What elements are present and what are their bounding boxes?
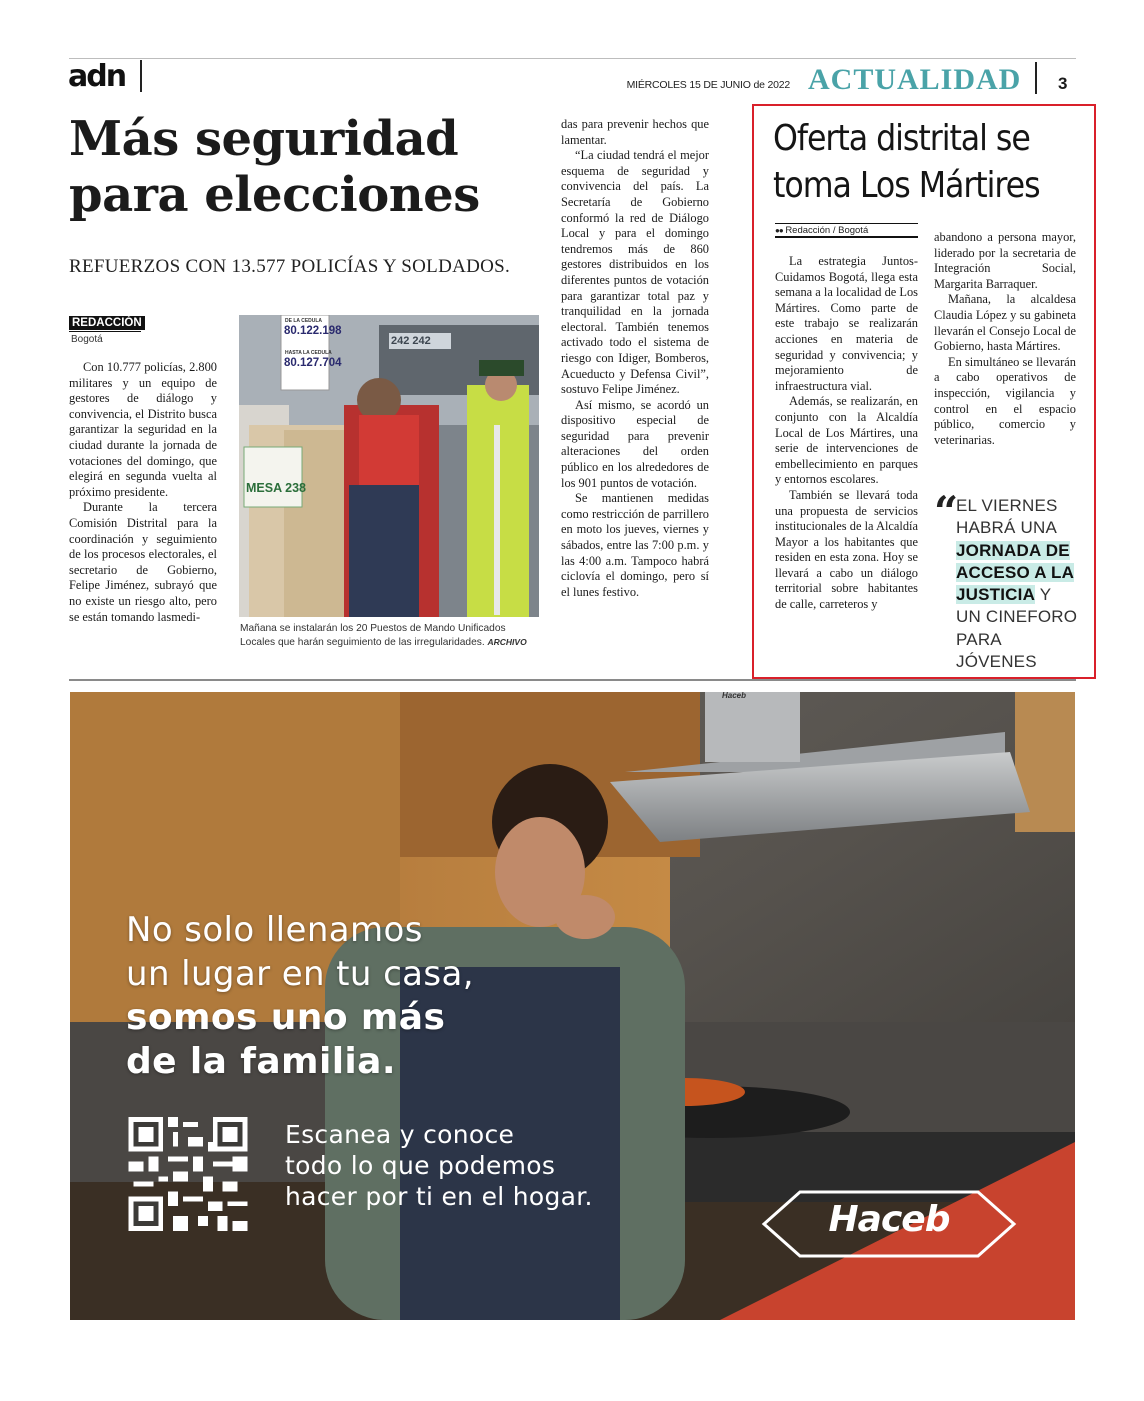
background-numbers: 242 242 bbox=[391, 335, 431, 347]
paragraph: “La ciudad tendrá el mejor esquema de seguridad y convivencia del país. La Secretaría de Gobierno conformó la red de Diálogo Local y para el domingo tendremos más de 860 gestores distribuidos en los diferentes puntos de votación para garantizar total paz y tranquilidad en la jornada electoral. También tenemos activado todo el sistema de riesgo con Idiger, Bomberos, Acueducto y Defensa Civil”, sostuvo Felipe Jiménez. bbox=[561, 148, 709, 397]
paragraph: Además, se realizarán, en conjunto con la Alcaldía Local de Los Mártires, una serie de intervenciones de embellecimiento en parques y entornos escolares. bbox=[775, 394, 918, 487]
page-number: 3 bbox=[1058, 74, 1068, 93]
issue-date: MIÉRCOLES 15 DE JUNIO de 2022 bbox=[626, 79, 790, 91]
paragraph: En simultáneo se llevarán a cabo operativos de inspección, vigilancia y control en el espacio público, comercio y veterinarias. bbox=[934, 354, 1076, 447]
main-byline-city: Bogotá bbox=[71, 334, 103, 345]
sign-number: 80.122.198 bbox=[284, 325, 342, 337]
paragraph: Así mismo, se acordó un dispositivo especial de seguridad para prevenir alteraciones del orden público en los alrededores de los 901 puntos de votación. bbox=[561, 397, 709, 490]
paragraph: Mañana, la alcaldesa Claudia López y su gabineta llevarán el Consejo Local de Gobierno, hasta Mártires. bbox=[934, 292, 1076, 354]
main-byline: REDACCIÓN bbox=[69, 316, 145, 330]
ad-scan-line: Escanea y conoce bbox=[285, 1120, 515, 1149]
ad-line-bold: somos uno más bbox=[126, 997, 446, 1038]
main-body-col3 bbox=[561, 117, 709, 600]
ad-line: No solo llenamos bbox=[126, 910, 423, 950]
side-headline-line2: toma Los Mártires bbox=[773, 165, 1040, 206]
quote-text: EL VIERNES HABRÁ UNA bbox=[956, 496, 1058, 538]
sign-number: 80.127.704 bbox=[284, 357, 342, 369]
photo-caption bbox=[240, 622, 540, 649]
main-headline-line1: Más seguridad bbox=[69, 111, 459, 167]
side-byline bbox=[775, 225, 868, 236]
side-headline bbox=[773, 115, 1055, 209]
paragraph: Durante la tercera Comisión Distrital para la coordinación y seguimiento de los procesos electorales, el secretario de Gobierno, Felipe Jiménez, subrayó que no existe un riesgo alto, pero se están tomando lasmedi- bbox=[69, 500, 217, 624]
paragraph: También se llevará toda una propuesta de servicios institucionales de la Alcaldía Mayor a los habitantes que residen en esta zona. Hoy se llevará a cabo un diálogo territorial sobre habitantes de calle, carreteros y bbox=[775, 487, 918, 612]
qr-code-graphic bbox=[128, 1117, 248, 1231]
ad-line-bold: de la familia. bbox=[126, 1041, 396, 1082]
ad-scan-text bbox=[285, 1119, 593, 1212]
side-body-col1 bbox=[775, 254, 918, 613]
ad-headline bbox=[126, 908, 474, 1084]
election-photo bbox=[239, 315, 539, 617]
logo-divider bbox=[140, 60, 142, 92]
table-sign: MESA 238 bbox=[246, 481, 306, 495]
side-body-col2 bbox=[934, 230, 1076, 448]
caption-text: Mañana se instalarán los 20 Puestos de Mando Unificados Locales que harán seguimiento de las irregularidades. bbox=[240, 623, 506, 648]
qr-code[interactable] bbox=[128, 1117, 248, 1231]
caption-credit: ARCHIVO bbox=[487, 636, 527, 647]
quote-highlight: JORNADA DE ACCESO A LA JUSTICIA bbox=[956, 540, 1075, 605]
side-byline-text: Redacción / Bogotá bbox=[785, 225, 869, 236]
dots-icon: ●● bbox=[775, 226, 783, 235]
paragraph: Se mantienen medidas como restricción de parrillero en moto los jueves, viernes y sábados, entre las 7:00 p.m. y las 4:00 a.m. Tampoco habrá ciclovía el domingo, pero sí el lunes festivo. bbox=[561, 491, 709, 599]
top-rule bbox=[69, 58, 1076, 59]
newspaper-logo: adn bbox=[68, 59, 126, 94]
sign-label: DE LA CEDULA bbox=[285, 318, 323, 324]
main-subhead: REFUERZOS CON 13.577 POLICÍAS Y SOLDADOS. bbox=[69, 256, 511, 277]
haceb-logo bbox=[760, 1188, 1018, 1260]
paragraph: abandono a persona mayor, liderado por la secretaria de Integración Social, Margarita Barraquer. bbox=[934, 230, 1076, 291]
byline-rule bbox=[775, 236, 918, 238]
main-headline-line2: para elecciones bbox=[69, 167, 480, 223]
haceb-logo-text: Haceb bbox=[828, 1199, 950, 1240]
paragraph: Con 10.777 policías, 2.800 militares y un equipo de gestores de diálogo y convivencia, el Distrito busca garantizar la seguridad en la ciudad durante la jornada de votaciones del domingo, que elegirá en segunda vuelta al próximo presidente. bbox=[69, 360, 217, 499]
main-body-col1 bbox=[69, 360, 217, 625]
sign-label: HASTA LA CEDULA bbox=[285, 350, 332, 356]
paragraph: La estrategia Juntos-Cuidamos Bogotá, llega esta semana a la localidad de Los Mártires. Como parte de este trabajo se realizarán acciones en materia de seguridad y convivencia; y mejoramiento de infraestructura vial. bbox=[775, 254, 918, 393]
ad-scan-line: hacer por ti en el hogar. bbox=[285, 1182, 593, 1211]
quote-mark-icon: “ bbox=[934, 487, 959, 536]
section-divider-rule bbox=[69, 679, 1076, 681]
byline-rule bbox=[775, 223, 918, 224]
main-headline bbox=[69, 111, 549, 223]
quote-text: Y UN CINEFORO PARA JÓVENES bbox=[956, 585, 1078, 672]
byline-rule bbox=[69, 331, 141, 332]
ad-scan-line: todo lo que podemos bbox=[285, 1151, 556, 1180]
section-name: ACTUALIDAD bbox=[808, 63, 1022, 96]
pull-quote bbox=[956, 495, 1080, 673]
hood-brand-label: Haceb bbox=[722, 691, 747, 700]
ad-line: un lugar en tu casa, bbox=[126, 954, 474, 994]
section-divider bbox=[1035, 62, 1037, 94]
paragraph: das para prevenir hechos que lamentar. bbox=[561, 117, 709, 147]
side-headline-line1: Oferta distrital se bbox=[773, 118, 1030, 159]
